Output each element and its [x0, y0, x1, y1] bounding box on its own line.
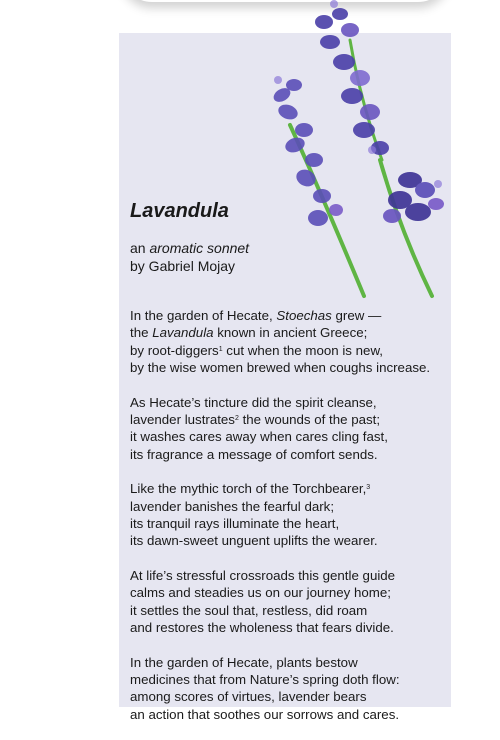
- poem-line: by root-diggers$^1$ cut when the moon is new,: [130, 342, 384, 358]
- poem-line: Like the mythic torch of the Torchbearer,$^3$: [130, 481, 371, 497]
- footnote-marker: 2: [234, 415, 239, 423]
- poem-line: it washes cares away when cares cling fast,: [130, 429, 388, 445]
- poem-line: among scores of virtues, lavender bears: [130, 689, 367, 705]
- poem-line: lavender lustrates$^2$ the wounds of the past;: [130, 412, 381, 428]
- stanza-5: [130, 654, 445, 724]
- author: by Gabriel Mojay: [130, 258, 236, 274]
- poem-line: At life’s stressful crossroads this gentle guide: [130, 567, 396, 583]
- poem-line: and restores the wholeness that fears divide.: [130, 620, 394, 636]
- footnote-marker: 1: [218, 345, 223, 353]
- poem-line: the Lavandula known in ancient Greece;: [130, 325, 368, 341]
- poem-title: Lavandula: [130, 200, 229, 222]
- stanza-1: [130, 307, 445, 377]
- poem-line: lavender banishes the fearful dark;: [130, 498, 335, 514]
- poem-line: As Hecate’s tincture did the spirit cleanse,: [130, 394, 377, 410]
- stanza-2: [130, 394, 445, 464]
- subtitle: an aromatic sonnet: [130, 240, 250, 256]
- poem-line: medicines that from Nature’s spring doth flow:: [130, 671, 400, 687]
- poem-line: calms and steadies us on our journey home;: [130, 585, 391, 601]
- poem-line: In the garden of Hecate, plants bestow: [130, 654, 358, 670]
- poem-line: it settles the soul that, restless, did roam: [130, 602, 368, 618]
- poem-line: its tranquil rays illuminate the heart,: [130, 516, 340, 532]
- stanza-3: [130, 480, 445, 550]
- lavender-illustration: [260, 0, 450, 305]
- byline: [130, 239, 249, 275]
- poem-line: an action that soothes our sorrows and cares.: [130, 706, 400, 722]
- poem-line: by the wise women brewed when coughs increase.: [130, 360, 431, 376]
- footnote-marker: 3: [366, 484, 371, 492]
- poem-line: In the garden of Hecate, Stoechas grew —: [130, 308, 382, 323]
- poem-body: [130, 307, 445, 740]
- poem-line: its dawn-sweet unguent uplifts the wearer.: [130, 533, 378, 549]
- stanza-4: [130, 567, 445, 637]
- poem-line: its fragrance a message of comfort sends.: [130, 446, 378, 462]
